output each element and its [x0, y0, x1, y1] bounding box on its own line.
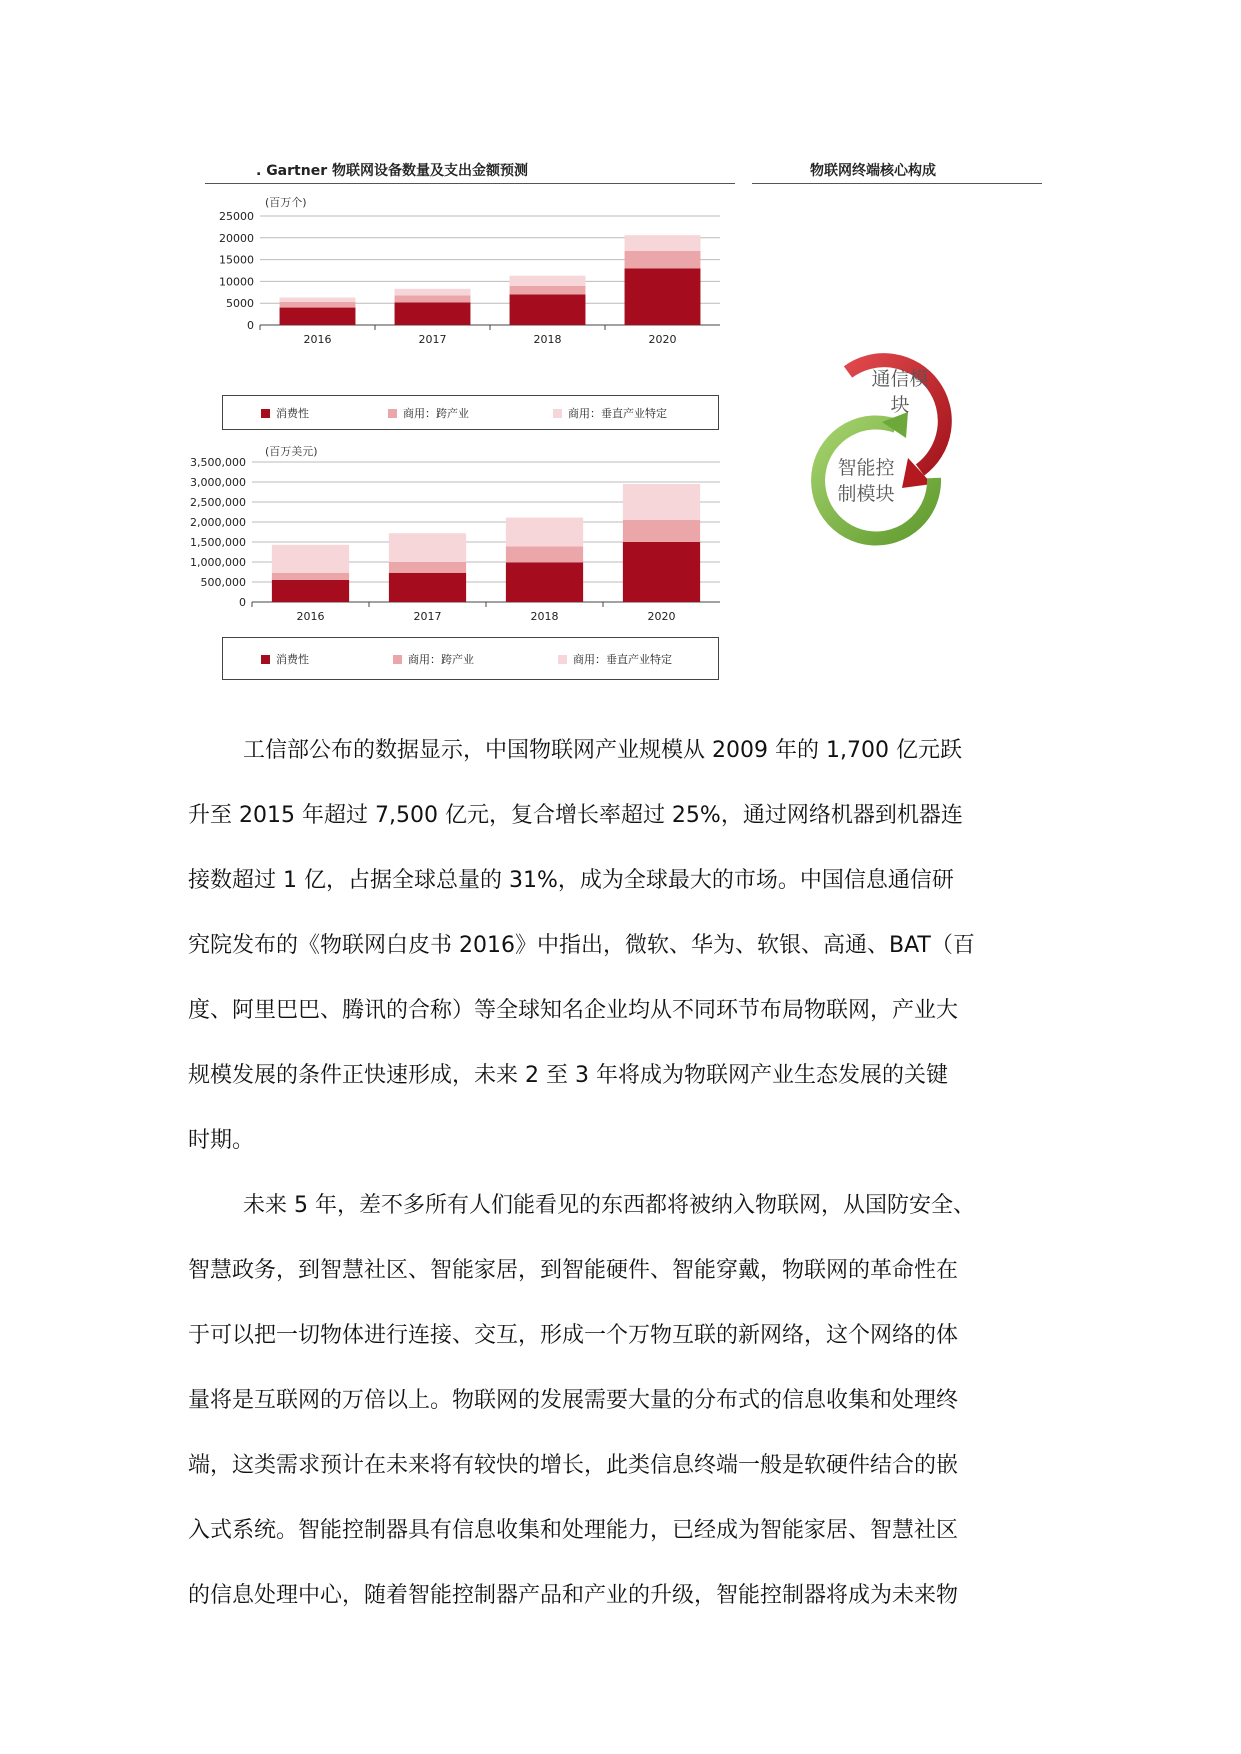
- iot-terminal-ring-diagram: [800, 320, 1000, 560]
- bar-segment-consumer: [623, 542, 700, 602]
- x-tick-label: 2018: [533, 333, 562, 346]
- y-tick-label: 15000: [219, 253, 254, 267]
- x-tick-label: 2016: [303, 333, 332, 346]
- bar-segment-vertical: [395, 289, 471, 296]
- x-tick-label: 2018: [530, 610, 559, 623]
- legend2-cross-industry: [393, 651, 474, 667]
- bar-segment-vertical: [272, 545, 349, 573]
- paragraph-2-line: 端，这类需求预计在未来将有较快的增长，此类信息终端一般是软硬件结合的嵌: [188, 1453, 959, 1478]
- bar-segment-cross-industry: [510, 286, 586, 295]
- bar-segment-consumer: [506, 562, 583, 602]
- bar-segment-cross-industry: [506, 546, 583, 562]
- paragraph-1-line: 升至 2015 年超过 7,500 亿元，复合增长率超过 25%，通过网络机器到机器连: [188, 803, 963, 828]
- figure-left-title: . Gartner 物联网设备数量及支出金额预测: [256, 163, 528, 179]
- y-tick-label: 10000: [219, 275, 254, 289]
- chart1-legend: [222, 395, 719, 430]
- legend2-cross-industry-label: 商用：跨产业: [408, 652, 474, 666]
- x-tick-label: 2020: [648, 333, 677, 346]
- bar-segment-cross-industry: [395, 295, 471, 302]
- paragraph-1-line: 规模发展的条件正快速形成，未来 2 至 3 年将成为物联网产业生态发展的关键: [188, 1063, 948, 1088]
- y-tick-label: 25000: [219, 210, 254, 223]
- bar-segment-vertical: [510, 276, 586, 286]
- paragraph-1-line: 究院发布的《物联网白皮书 2016》中指出，微软、华为、软银、高通、BAT（百: [188, 933, 975, 958]
- paragraph-2-line: 未来 5 年，差不多所有人们能看见的东西都将被纳入物联网，从国防安全、: [243, 1193, 975, 1218]
- y-tick-label: 1,500,000: [190, 536, 246, 549]
- swatch-vertical: [553, 409, 562, 418]
- paragraph-1: [188, 718, 1068, 1173]
- bar-segment-vertical: [280, 298, 356, 302]
- paragraph-1-line: 工信部公布的数据显示，中国物联网产业规模从 2009 年的 1,700 亿元跃: [243, 738, 962, 763]
- paragraph-2-line: 于可以把一切物体进行连接、交互，形成一个万物互联的新网络，这个网络的体: [188, 1323, 959, 1348]
- bar-segment-cross-industry: [623, 520, 700, 542]
- figure-left-title-rule: [205, 183, 735, 184]
- bar-segment-vertical: [389, 533, 466, 562]
- chart1-unit-label: (百万个): [265, 196, 307, 209]
- bar-segment-consumer: [625, 268, 701, 325]
- figure-right-title-rule: [752, 183, 1042, 184]
- chart2-unit-label: (百万美元): [265, 445, 318, 458]
- bar-segment-vertical: [506, 518, 583, 547]
- legend-consumer: [261, 405, 309, 421]
- bar-segment-consumer: [272, 580, 349, 602]
- chart2-legend: [222, 637, 719, 680]
- ring-outer-label: 通信模块: [871, 368, 929, 416]
- y-tick-label: 0: [247, 319, 254, 332]
- paragraph-2-line: 入式系统。智能控制器具有信息收集和处理能力，已经成为智能家居、智慧社区: [188, 1518, 959, 1543]
- bar-segment-cross-industry: [272, 573, 349, 580]
- legend2-consumer-label: 消费性: [276, 652, 309, 666]
- swatch2-consumer: [261, 655, 270, 664]
- paragraph-2-line: 的信息处理中心，随着智能控制器产品和产业的升级，智能控制器将成为未来物: [188, 1583, 959, 1608]
- bar-segment-cross-industry: [625, 251, 701, 268]
- x-tick-label: 2017: [418, 333, 447, 346]
- swatch-cross-industry: [388, 409, 397, 418]
- y-tick-label: 500,000: [200, 576, 246, 589]
- legend-consumer-label: 消费性: [276, 406, 309, 420]
- paragraph-2-line: 量将是互联网的万倍以上。物联网的发展需要大量的分布式的信息收集和处理终: [188, 1388, 959, 1413]
- bar-segment-cross-industry: [280, 302, 356, 308]
- chart-device-count: [200, 200, 740, 400]
- paragraph-1-line: 度、阿里巴巴、腾讯的合称）等全球知名企业均从不同环节布局物联网，产业大: [188, 998, 959, 1023]
- bar-segment-consumer: [395, 302, 471, 325]
- y-tick-label: 5000: [226, 297, 254, 311]
- legend-cross-industry: [388, 405, 469, 421]
- bar-segment-vertical: [625, 235, 701, 251]
- ring-inner-label: 智能控制模块: [837, 457, 895, 505]
- legend-cross-industry-label: 商用：跨产业: [403, 406, 469, 420]
- bar-segment-cross-industry: [389, 562, 466, 573]
- swatch2-vertical: [558, 655, 567, 664]
- bar-segment-consumer: [389, 573, 466, 602]
- paragraph-2-line: 智慧政务，到智慧社区、智能家居，到智能硬件、智能穿戴，物联网的革命性在: [188, 1258, 959, 1283]
- legend-vertical-label: 商用：垂直产业特定: [568, 406, 667, 420]
- bar-segment-consumer: [280, 308, 356, 325]
- x-tick-label: 2020: [647, 610, 676, 623]
- y-tick-label: 2,000,000: [190, 516, 246, 529]
- paragraph-1-line: 接数超过 1 亿，占据全球总量的 31%，成为全球最大的市场。中国信息通信研: [188, 868, 954, 893]
- y-tick-label: 3,000,000: [190, 476, 246, 489]
- y-tick-label: 1,000,000: [190, 556, 246, 569]
- y-tick-label: 0: [239, 596, 246, 609]
- y-tick-label: 2,500,000: [190, 496, 246, 509]
- legend2-vertical: [558, 651, 672, 667]
- x-tick-label: 2016: [296, 610, 325, 623]
- legend2-vertical-label: 商用：垂直产业特定: [573, 652, 672, 666]
- legend-vertical: [553, 405, 667, 421]
- figure-right-title: 物联网终端核心构成: [810, 163, 936, 179]
- legend2-consumer: [261, 651, 309, 667]
- paragraph-1-line: 时期。: [188, 1128, 255, 1153]
- chart-spending: [190, 450, 740, 625]
- y-tick-label: 20000: [219, 231, 254, 245]
- bar-segment-vertical: [623, 484, 700, 520]
- swatch-consumer: [261, 409, 270, 418]
- x-tick-label: 2017: [413, 610, 442, 623]
- bar-segment-consumer: [510, 294, 586, 325]
- swatch2-cross-industry: [393, 655, 402, 664]
- paragraph-2: [188, 1173, 1068, 1628]
- y-tick-label: 3,500,000: [190, 456, 246, 469]
